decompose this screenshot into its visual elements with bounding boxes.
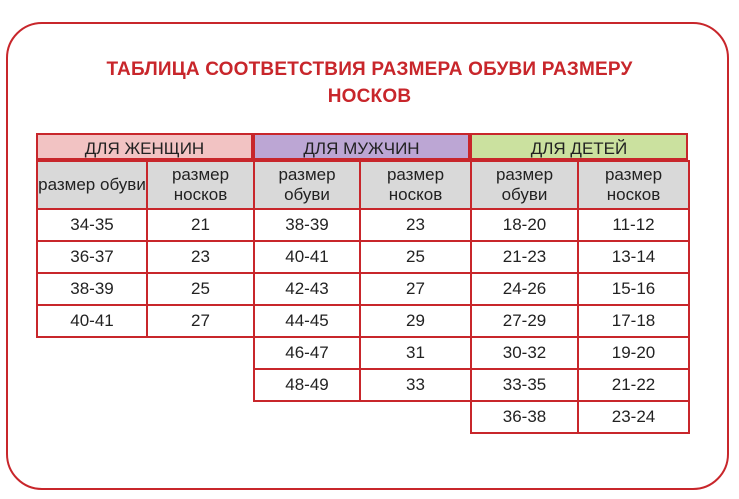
shoe-size-cell: 34-35	[37, 209, 147, 241]
shoe-size-cell: 24-26	[471, 273, 578, 305]
table-row	[254, 305, 471, 337]
shoe-size-cell: 21-23	[471, 241, 578, 273]
shoe-size-cell: 40-41	[37, 305, 147, 337]
shoe-size-cell: 38-39	[254, 209, 360, 241]
sock-size-cell: 31	[360, 337, 471, 369]
sock-size-cell: 29	[360, 305, 471, 337]
table-row	[254, 273, 471, 305]
shoe-size-header: размер обуви	[254, 161, 360, 209]
sock-size-header: размер носков	[360, 161, 471, 209]
sock-size-cell: 33	[360, 369, 471, 401]
table-row	[254, 337, 471, 369]
sock-size-cell: 11-12	[578, 209, 689, 241]
sock-size-cell: 15-16	[578, 273, 689, 305]
sock-size-cell: 25	[360, 241, 471, 273]
shoe-size-header: размер обуви	[471, 161, 578, 209]
shoe-size-header: размер обуви	[37, 161, 147, 209]
sub-header-row	[254, 161, 471, 209]
table-row	[37, 209, 254, 241]
shoe-size-cell: 36-38	[471, 401, 578, 433]
page-title	[0, 56, 739, 110]
men-table	[253, 133, 470, 402]
women-header: ДЛЯ ЖЕНЩИН	[36, 133, 253, 160]
sub-header-row	[37, 161, 254, 209]
sock-size-header: размер носков	[147, 161, 254, 209]
title-line-2: НОСКОВ	[327, 86, 412, 107]
sock-size-cell: 13-14	[578, 241, 689, 273]
table-row	[471, 401, 689, 433]
shoe-size-cell: 27-29	[471, 305, 578, 337]
kids-grid	[470, 160, 690, 434]
table-row	[471, 209, 689, 241]
table-row	[254, 209, 471, 241]
table-row	[471, 241, 689, 273]
shoe-size-cell: 30-32	[471, 337, 578, 369]
sock-size-cell: 21	[147, 209, 254, 241]
sock-size-cell: 23	[360, 209, 471, 241]
kids-table	[470, 133, 688, 434]
shoe-size-cell: 18-20	[471, 209, 578, 241]
kids-header: ДЛЯ ДЕТЕЙ	[470, 133, 688, 160]
sock-size-cell: 17-18	[578, 305, 689, 337]
shoe-size-cell: 48-49	[254, 369, 360, 401]
men-header: ДЛЯ МУЖЧИН	[253, 133, 470, 160]
sock-size-cell: 21-22	[578, 369, 689, 401]
shoe-size-cell: 42-43	[254, 273, 360, 305]
table-row	[471, 305, 689, 337]
table-row	[471, 369, 689, 401]
shoe-size-cell: 33-35	[471, 369, 578, 401]
table-row	[471, 337, 689, 369]
shoe-size-cell: 38-39	[37, 273, 147, 305]
table-row	[37, 305, 254, 337]
sub-header-row	[471, 161, 689, 209]
sock-size-cell: 25	[147, 273, 254, 305]
shoe-size-cell: 36-37	[37, 241, 147, 273]
table-row	[37, 273, 254, 305]
sock-size-cell: 23-24	[578, 401, 689, 433]
men-grid	[253, 160, 472, 402]
sock-size-cell: 27	[147, 305, 254, 337]
title-line-1: ТАБЛИЦА СООТВЕТСТВИЯ РАЗМЕРА ОБУВИ РАЗМЕРУ	[106, 59, 633, 80]
sock-size-cell: 19-20	[578, 337, 689, 369]
sock-size-cell: 27	[360, 273, 471, 305]
shoe-size-cell: 44-45	[254, 305, 360, 337]
shoe-size-cell: 40-41	[254, 241, 360, 273]
table-row	[254, 369, 471, 401]
table-row	[471, 273, 689, 305]
table-row	[254, 241, 471, 273]
shoe-size-cell: 46-47	[254, 337, 360, 369]
sock-size-cell: 23	[147, 241, 254, 273]
sock-size-header: размер носков	[578, 161, 689, 209]
women-table	[36, 133, 253, 338]
table-row	[37, 241, 254, 273]
women-grid	[36, 160, 255, 338]
